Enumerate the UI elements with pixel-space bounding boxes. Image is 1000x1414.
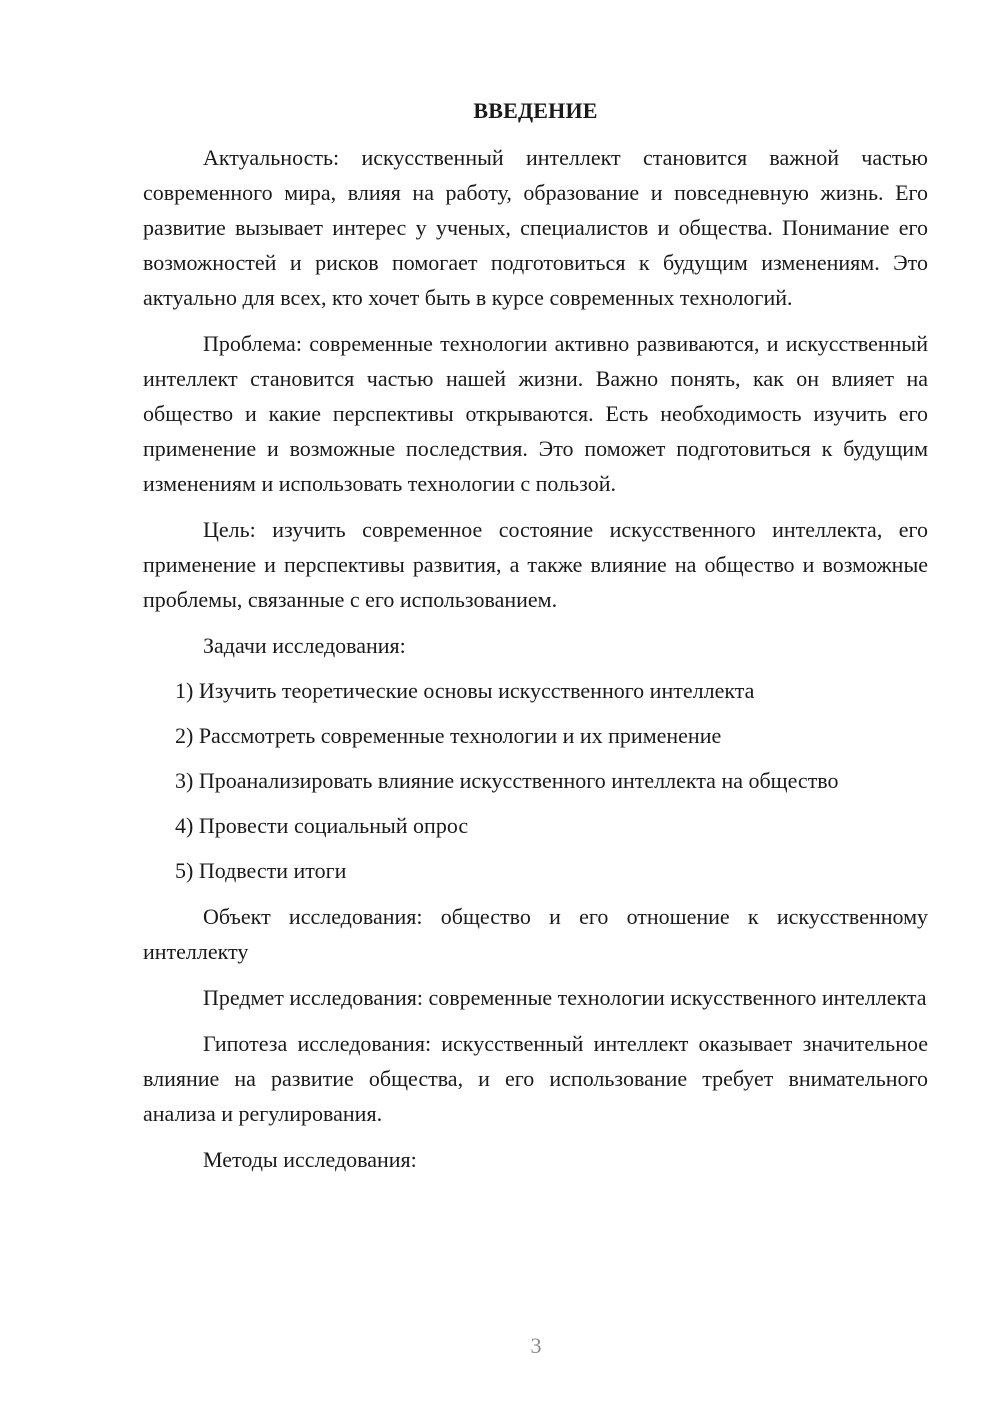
section-heading: ВВЕДЕНИЕ bbox=[473, 98, 598, 123]
tasks-title: Задачи исследования: bbox=[203, 633, 406, 658]
goal-paragraph: Цель: изучить современное состояние искусственного интеллекта, его применение и перспективы развития, а также влияние на общество и возможные проблемы, связанные с его использованием. bbox=[143, 517, 928, 612]
problem-paragraph: Проблема: современные технологии активно развиваются, и искусственный интеллект становится частью нашей жизни. Важно понять, как он влияет на общество и какие перспективы открываются. Есть необходимость изучить его применение и возможные последствия. Это поможет подготовиться к будущим изменениям и использовать технологии с пользой. bbox=[143, 331, 928, 496]
list-item: 5) Подвести итоги bbox=[175, 858, 347, 883]
list-item: 4) Провести социальный опрос bbox=[175, 813, 469, 838]
list-item: 2) Рассмотреть современные технологии и их применение bbox=[175, 723, 722, 748]
page-content bbox=[143, 96, 928, 1188]
list-item: 1) Изучить теоретические основы искусственного интеллекта bbox=[175, 678, 755, 703]
hypothesis-paragraph: Гипотеза исследования: искусственный интеллект оказывает значительное влияние на развитие общества, и его использование требует внимательного анализа и регулирования. bbox=[143, 1031, 928, 1126]
tasks-list bbox=[143, 673, 928, 888]
page-number: 3 bbox=[530, 1333, 542, 1358]
object-paragraph: Объект исследования: общество и его отношение к искусственному интеллекту bbox=[143, 904, 928, 964]
subject-paragraph: Предмет исследования: современные технологии искусственного интеллекта bbox=[203, 985, 927, 1010]
relevance-paragraph: Актуальность: искусственный интеллект становится важной частью современного мира, влияя на работу, образование и повседневную жизнь. Его развитие вызывает интерес у ученых, специалистов и общества. Понимание его возможностей и рисков помогает подготовиться к будущим изменениям. Это актуально для всех, кто хочет быть в курсе современных технологий. bbox=[143, 145, 928, 310]
list-item: 3) Проанализировать влияние искусственного интеллекта на общество bbox=[175, 768, 839, 793]
methods-paragraph: Методы исследования: bbox=[203, 1147, 417, 1172]
